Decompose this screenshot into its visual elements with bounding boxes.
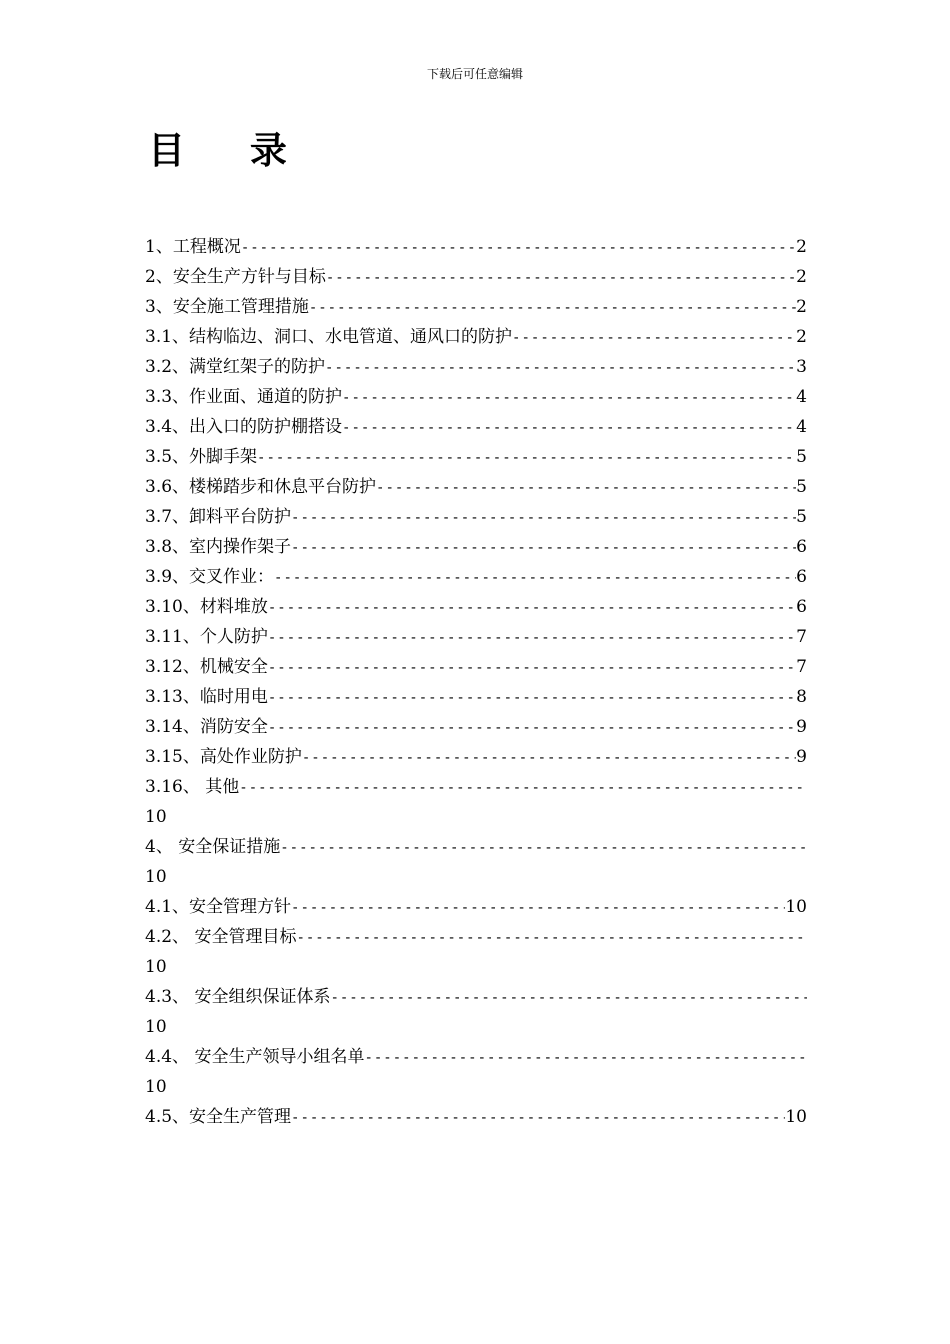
toc-entry-label: 2、安全生产方针与目标 xyxy=(145,267,326,287)
toc-entry[interactable] xyxy=(145,712,807,742)
toc-entry[interactable] xyxy=(145,442,807,472)
toc-entry-label: 3、安全施工管理措施 xyxy=(145,297,309,317)
toc-entry-label: 4.4、 安全生产领导小组名单 xyxy=(145,1047,365,1067)
toc-leader xyxy=(364,1043,807,1072)
toc-entry-label: 3.15、高处作业防护 xyxy=(145,747,302,767)
toc-entry[interactable] xyxy=(145,1042,807,1102)
toc-entry-page: 9 xyxy=(796,717,807,737)
toc-entry[interactable] xyxy=(145,922,807,982)
toc-entry-page: 2 xyxy=(796,327,807,347)
toc-leader xyxy=(342,383,796,412)
toc-entry[interactable] xyxy=(145,652,807,682)
toc-leader xyxy=(296,923,807,952)
toc-entry-page: 3 xyxy=(796,357,807,377)
toc-entry-label: 4.1、安全管理方针 xyxy=(145,897,292,917)
toc-entry-page: 4 xyxy=(796,387,807,407)
toc-entry[interactable] xyxy=(145,352,807,382)
toc-entry[interactable] xyxy=(145,502,807,532)
toc-entry-label: 3.10、材料堆放 xyxy=(145,597,268,617)
toc-leader xyxy=(241,233,796,262)
toc-entry-label: 3.7、卸料平台防护 xyxy=(145,507,292,527)
toc-leader xyxy=(257,443,796,472)
toc-entry-page: 6 xyxy=(796,537,807,557)
toc-entry-page: 5 xyxy=(796,447,807,467)
toc-entry-page: 5 xyxy=(796,507,807,527)
toc-leader xyxy=(268,623,796,652)
toc-entry[interactable] xyxy=(145,832,807,892)
toc-leader xyxy=(376,473,796,502)
toc-leader xyxy=(239,773,807,802)
toc-entry-label: 3.4、出入口的防护棚搭设 xyxy=(145,417,343,437)
toc-entry[interactable] xyxy=(145,562,807,592)
toc-leader xyxy=(342,413,796,442)
toc-entry-label: 3.9、交叉作业： xyxy=(145,567,275,587)
toc-entry-label: 3.12、机械安全 xyxy=(145,657,268,677)
toc-leader xyxy=(274,563,796,592)
toc-entry-label: 4.5、安全生产管理 xyxy=(145,1107,292,1127)
toc-entry-page: 9 xyxy=(796,747,807,767)
toc-entry-page: 6 xyxy=(796,597,807,617)
toc-entry-label: 1、工程概况 xyxy=(145,237,241,257)
toc-entry-page: 6 xyxy=(796,567,807,587)
toc-entry-label: 3.6、楼梯踏步和休息平台防护 xyxy=(145,477,377,497)
toc-entry[interactable] xyxy=(145,232,807,262)
toc-entry[interactable] xyxy=(145,592,807,622)
toc-entry-page: 10 xyxy=(145,1017,167,1037)
toc-entry-page: 10 xyxy=(145,1077,167,1097)
toc-entry[interactable] xyxy=(145,682,807,712)
toc-entry[interactable] xyxy=(145,1102,807,1132)
toc-entry-page: 4 xyxy=(796,417,807,437)
toc-entry-label: 4.3、 安全组织保证体系 xyxy=(145,987,331,1007)
toc-entry-page: 2 xyxy=(796,237,807,257)
toc-leader xyxy=(330,983,807,1012)
toc-entry-page: 5 xyxy=(796,477,807,497)
toc-entry-label: 4.2、 安全管理目标 xyxy=(145,927,297,947)
toc-entry[interactable] xyxy=(145,412,807,442)
toc-entry[interactable] xyxy=(145,292,807,322)
toc-entry[interactable] xyxy=(145,742,807,772)
toc-entry-label: 3.5、外脚手架 xyxy=(145,447,258,467)
toc-entry-label: 3.2、满堂红架子的防护 xyxy=(145,357,326,377)
toc-leader xyxy=(291,1103,785,1132)
toc-entry-page: 2 xyxy=(796,267,807,287)
toc-entry-page: 7 xyxy=(796,657,807,677)
toc-entry-page: 7 xyxy=(796,627,807,647)
toc-leader xyxy=(291,503,796,532)
toc-leader xyxy=(309,293,796,322)
toc-entry[interactable] xyxy=(145,982,807,1042)
page-title: 目 录 xyxy=(148,128,313,172)
toc-entry-page: 10 xyxy=(145,957,167,977)
toc-entry-page: 2 xyxy=(796,297,807,317)
toc-entry[interactable] xyxy=(145,772,807,832)
toc-entry-page: 8 xyxy=(796,687,807,707)
toc-entry-label: 3.3、作业面、通道的防护 xyxy=(145,387,343,407)
toc-entry-page: 10 xyxy=(145,807,167,827)
toc-leader xyxy=(268,683,796,712)
toc-leader xyxy=(302,743,796,772)
table-of-contents xyxy=(145,232,807,1132)
toc-entry-label: 3.16、 其他 xyxy=(145,777,240,797)
toc-entry-page: 10 xyxy=(785,897,807,917)
toc-entry[interactable] xyxy=(145,622,807,652)
toc-leader xyxy=(512,323,796,352)
toc-leader xyxy=(325,353,796,382)
toc-entry-page: 10 xyxy=(785,1107,807,1127)
toc-leader xyxy=(326,263,796,292)
toc-entry-label: 3.1、结构临边、洞口、水电管道、通风口的防护 xyxy=(145,327,513,347)
toc-leader xyxy=(291,533,796,562)
toc-entry[interactable] xyxy=(145,322,807,352)
toc-entry-label: 3.11、个人防护 xyxy=(145,627,268,647)
toc-entry-label: 3.13、临时用电 xyxy=(145,687,268,707)
toc-leader xyxy=(268,593,796,622)
toc-entry[interactable] xyxy=(145,382,807,412)
toc-entry-label: 3.8、室内操作架子 xyxy=(145,537,292,557)
toc-entry-label: 3.14、消防安全 xyxy=(145,717,268,737)
toc-entry[interactable] xyxy=(145,892,807,922)
toc-entry-label: 4、 安全保证措施 xyxy=(145,837,281,857)
toc-leader xyxy=(268,653,796,682)
toc-entry-page: 10 xyxy=(145,867,167,887)
toc-entry[interactable] xyxy=(145,532,807,562)
toc-leader xyxy=(280,833,807,862)
header-note: 下载后可任意编辑 xyxy=(426,67,523,81)
toc-leader xyxy=(291,893,785,922)
toc-leader xyxy=(268,713,796,742)
toc-entry[interactable] xyxy=(145,262,807,292)
toc-entry[interactable] xyxy=(145,472,807,502)
